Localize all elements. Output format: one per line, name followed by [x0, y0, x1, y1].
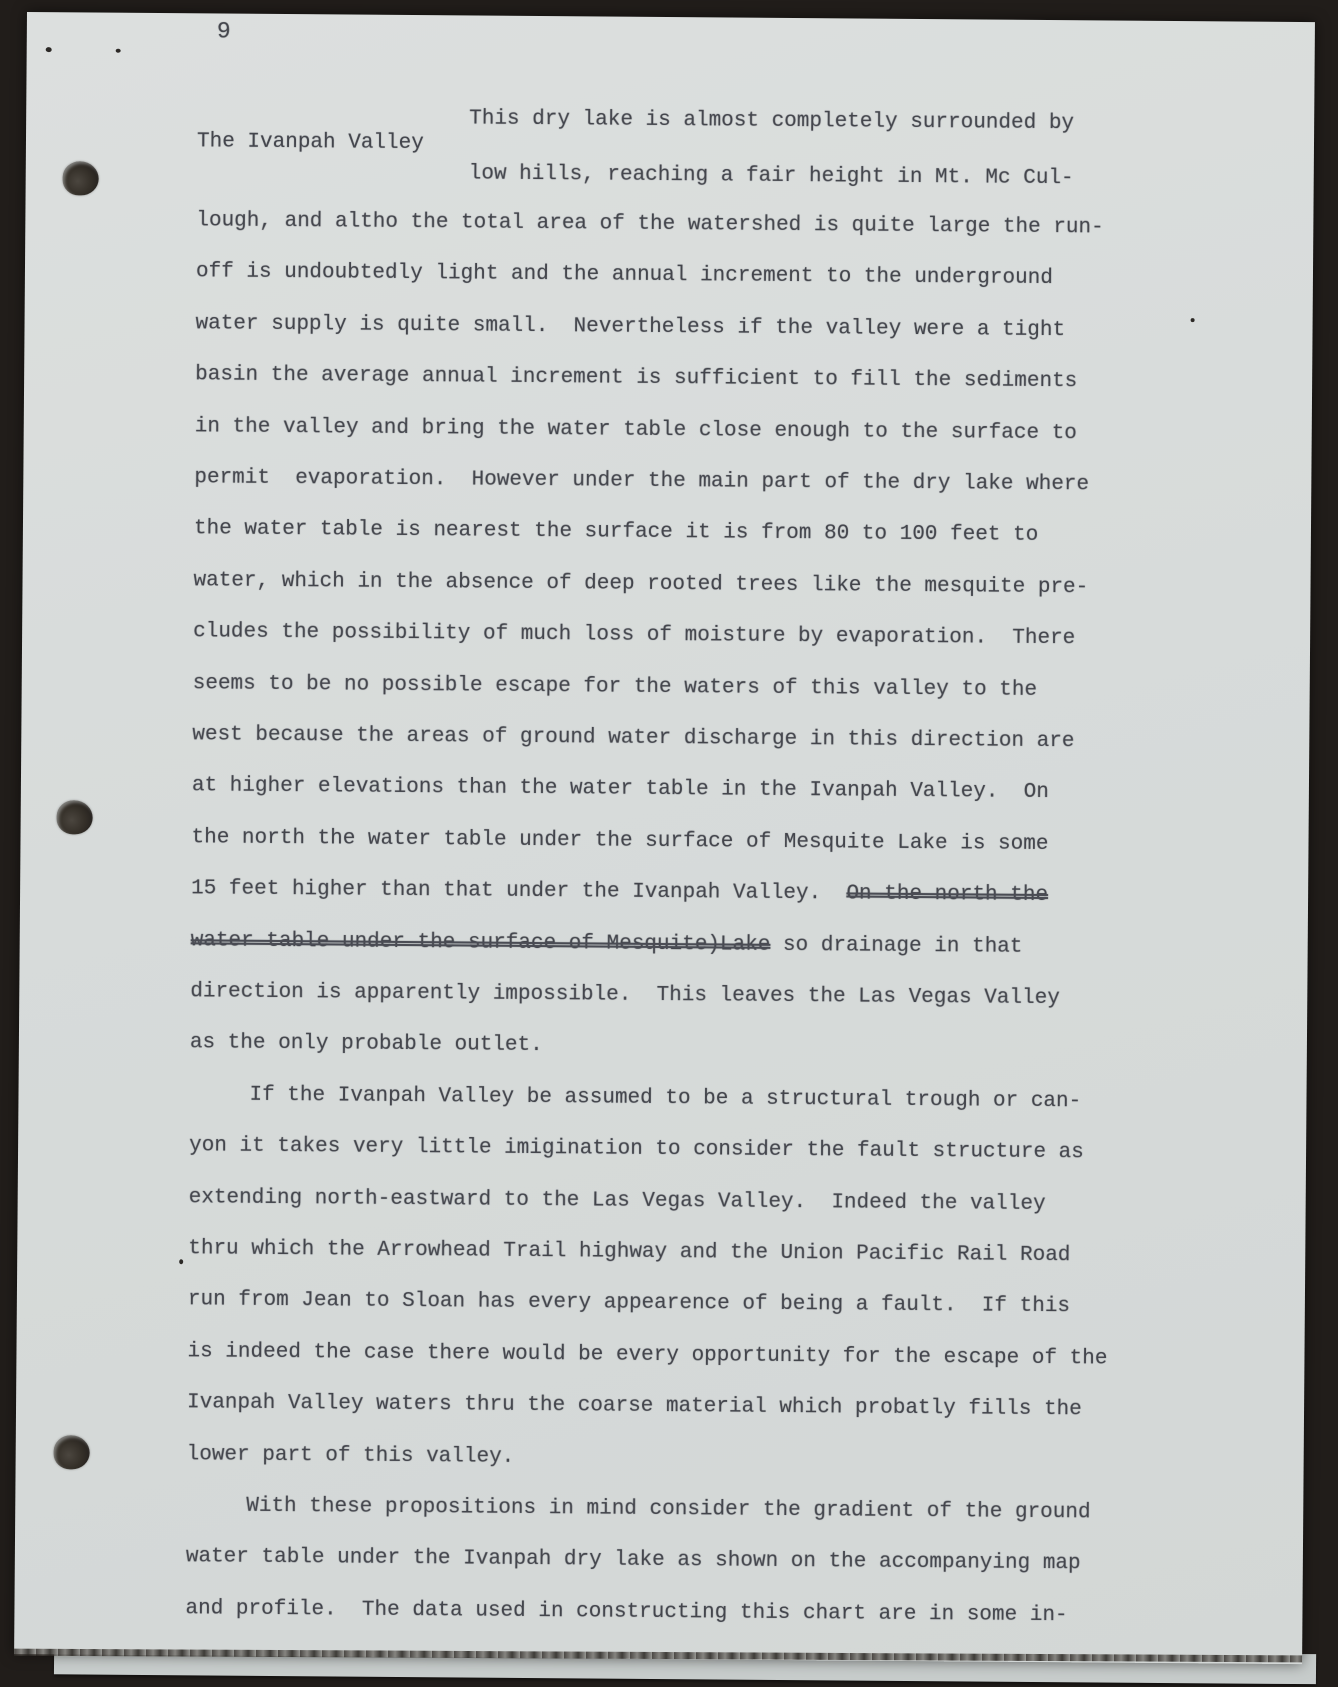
typed-line [187, 1441, 515, 1471]
typed-line [191, 927, 1023, 961]
typed-text: the north the water table under the surface of Mesquite Lake is some [191, 826, 1049, 857]
typed-line [196, 207, 1104, 241]
typed-text: thru which the Arrowhead Trail highway and the Union Pacific Rail Road [188, 1237, 1071, 1268]
ink-speck [46, 47, 52, 52]
typed-text: so drainage in that [770, 933, 1023, 959]
page-number: 9 [216, 18, 231, 45]
side-heading: The Ivanpah Valley [196, 130, 424, 156]
hole-punch [57, 800, 93, 834]
typed-line [190, 1029, 543, 1059]
typed-text: water supply is quite small. Nevertheless if the valley were a tight [195, 312, 1066, 343]
typed-text: direction is apparently impossible. This leaves the Las Vegas Valley [190, 980, 1060, 1011]
typed-text: yon it takes very little imigination to consider the fault structure as [189, 1134, 1084, 1165]
typed-text: Ivanpah Valley waters thru the coarse material which probatly fills the [186, 1391, 1082, 1422]
typed-line [194, 515, 1039, 549]
typed-text: lough, and altho the total area of the watershed is quite large the run- [196, 209, 1104, 240]
typed-line [196, 258, 1053, 292]
typed-text: is indeed the case there would be every opportunity for the escape of the [187, 1340, 1108, 1371]
typed-line [189, 1184, 1046, 1218]
typed-line [193, 670, 1038, 704]
typed-line [191, 824, 1048, 858]
typed-text: in the valley and bring the water table close enough to the surface to [194, 415, 1077, 446]
typed-line [195, 413, 1077, 447]
typed-line [185, 1595, 1067, 1629]
typed-line [187, 1389, 1082, 1423]
typed-text: water table under the Ivanpah dry lake as shown on the accompanying map [185, 1545, 1081, 1576]
ink-speck [1191, 318, 1195, 322]
hole-punch [63, 161, 99, 195]
typed-line [186, 1543, 1081, 1577]
ink-speck [179, 1259, 183, 1264]
struck-through-text: water table under the surface of Mesquite)Lake [190, 929, 771, 957]
typed-line [189, 1132, 1084, 1166]
typed-line [193, 567, 1088, 601]
typed-line [195, 310, 1065, 344]
typed-text: seems to be no possible escape for the waters of this valley to the [192, 672, 1038, 702]
typed-line [192, 772, 1049, 806]
opening-line-2: low hills, reaching a fair height in Mt. Mc Cul- [468, 162, 1074, 191]
typed-text: the water table is nearest the surface it is from 80 to 100 feet to [193, 517, 1039, 547]
typed-text: If the Ivanpah Valley be assumed to be a structural trough or can- [249, 1083, 1082, 1114]
typed-line [190, 978, 1060, 1012]
page-sheet [14, 12, 1315, 1664]
typed-text: as the only probable outlet. [189, 1031, 543, 1058]
typed-text: lower part of this valley. [186, 1443, 515, 1469]
typed-line [188, 1286, 1070, 1320]
typed-line [195, 361, 1077, 395]
typed-line [194, 464, 1089, 498]
typed-text: at higher elevations than the water table in the Ivanpah Valley. On [191, 774, 1049, 805]
typed-line [191, 875, 1048, 909]
typed-text: extending north-eastward to the Las Vegas Valley. Indeed the valley [188, 1186, 1046, 1217]
typed-text: water, which in the absence of deep rooted trees like the mesquite pre- [193, 569, 1089, 600]
typed-text: run from Jean to Sloan has every appearence of being a fault. If this [187, 1288, 1071, 1319]
typed-text: permit evaporation. However under the main part of the dry lake where [194, 466, 1090, 497]
ink-speck [116, 49, 121, 53]
typed-text: and profile. The data used in constructing this chart are in some in- [185, 1597, 1068, 1628]
struck-through-text: On the north the [846, 882, 1049, 908]
typed-text: basin the average annual increment is sufficient to fill the sediments [195, 363, 1078, 394]
typed-line [188, 1235, 1070, 1269]
typed-text: west because the areas of ground water discharge in this direction are [192, 723, 1075, 754]
typed-line [249, 1082, 1081, 1116]
typed-text: cludes the possibility of much loss of moisture by evaporation. There [193, 620, 1076, 651]
typed-line [193, 618, 1075, 652]
typed-line [187, 1338, 1107, 1372]
typed-text: With these propositions in mind consider the gradient of the ground [246, 1494, 1091, 1525]
typed-text: off is undoubtedly light and the annual increment to the underground [195, 260, 1053, 291]
typed-line [192, 721, 1074, 755]
typed-line [246, 1493, 1091, 1527]
hole-punch [54, 1435, 90, 1469]
opening-line-1: This dry lake is almost completely surrounded by [469, 107, 1075, 136]
typed-text: 15 feet higher than that under the Ivanpah Valley. [191, 877, 847, 906]
